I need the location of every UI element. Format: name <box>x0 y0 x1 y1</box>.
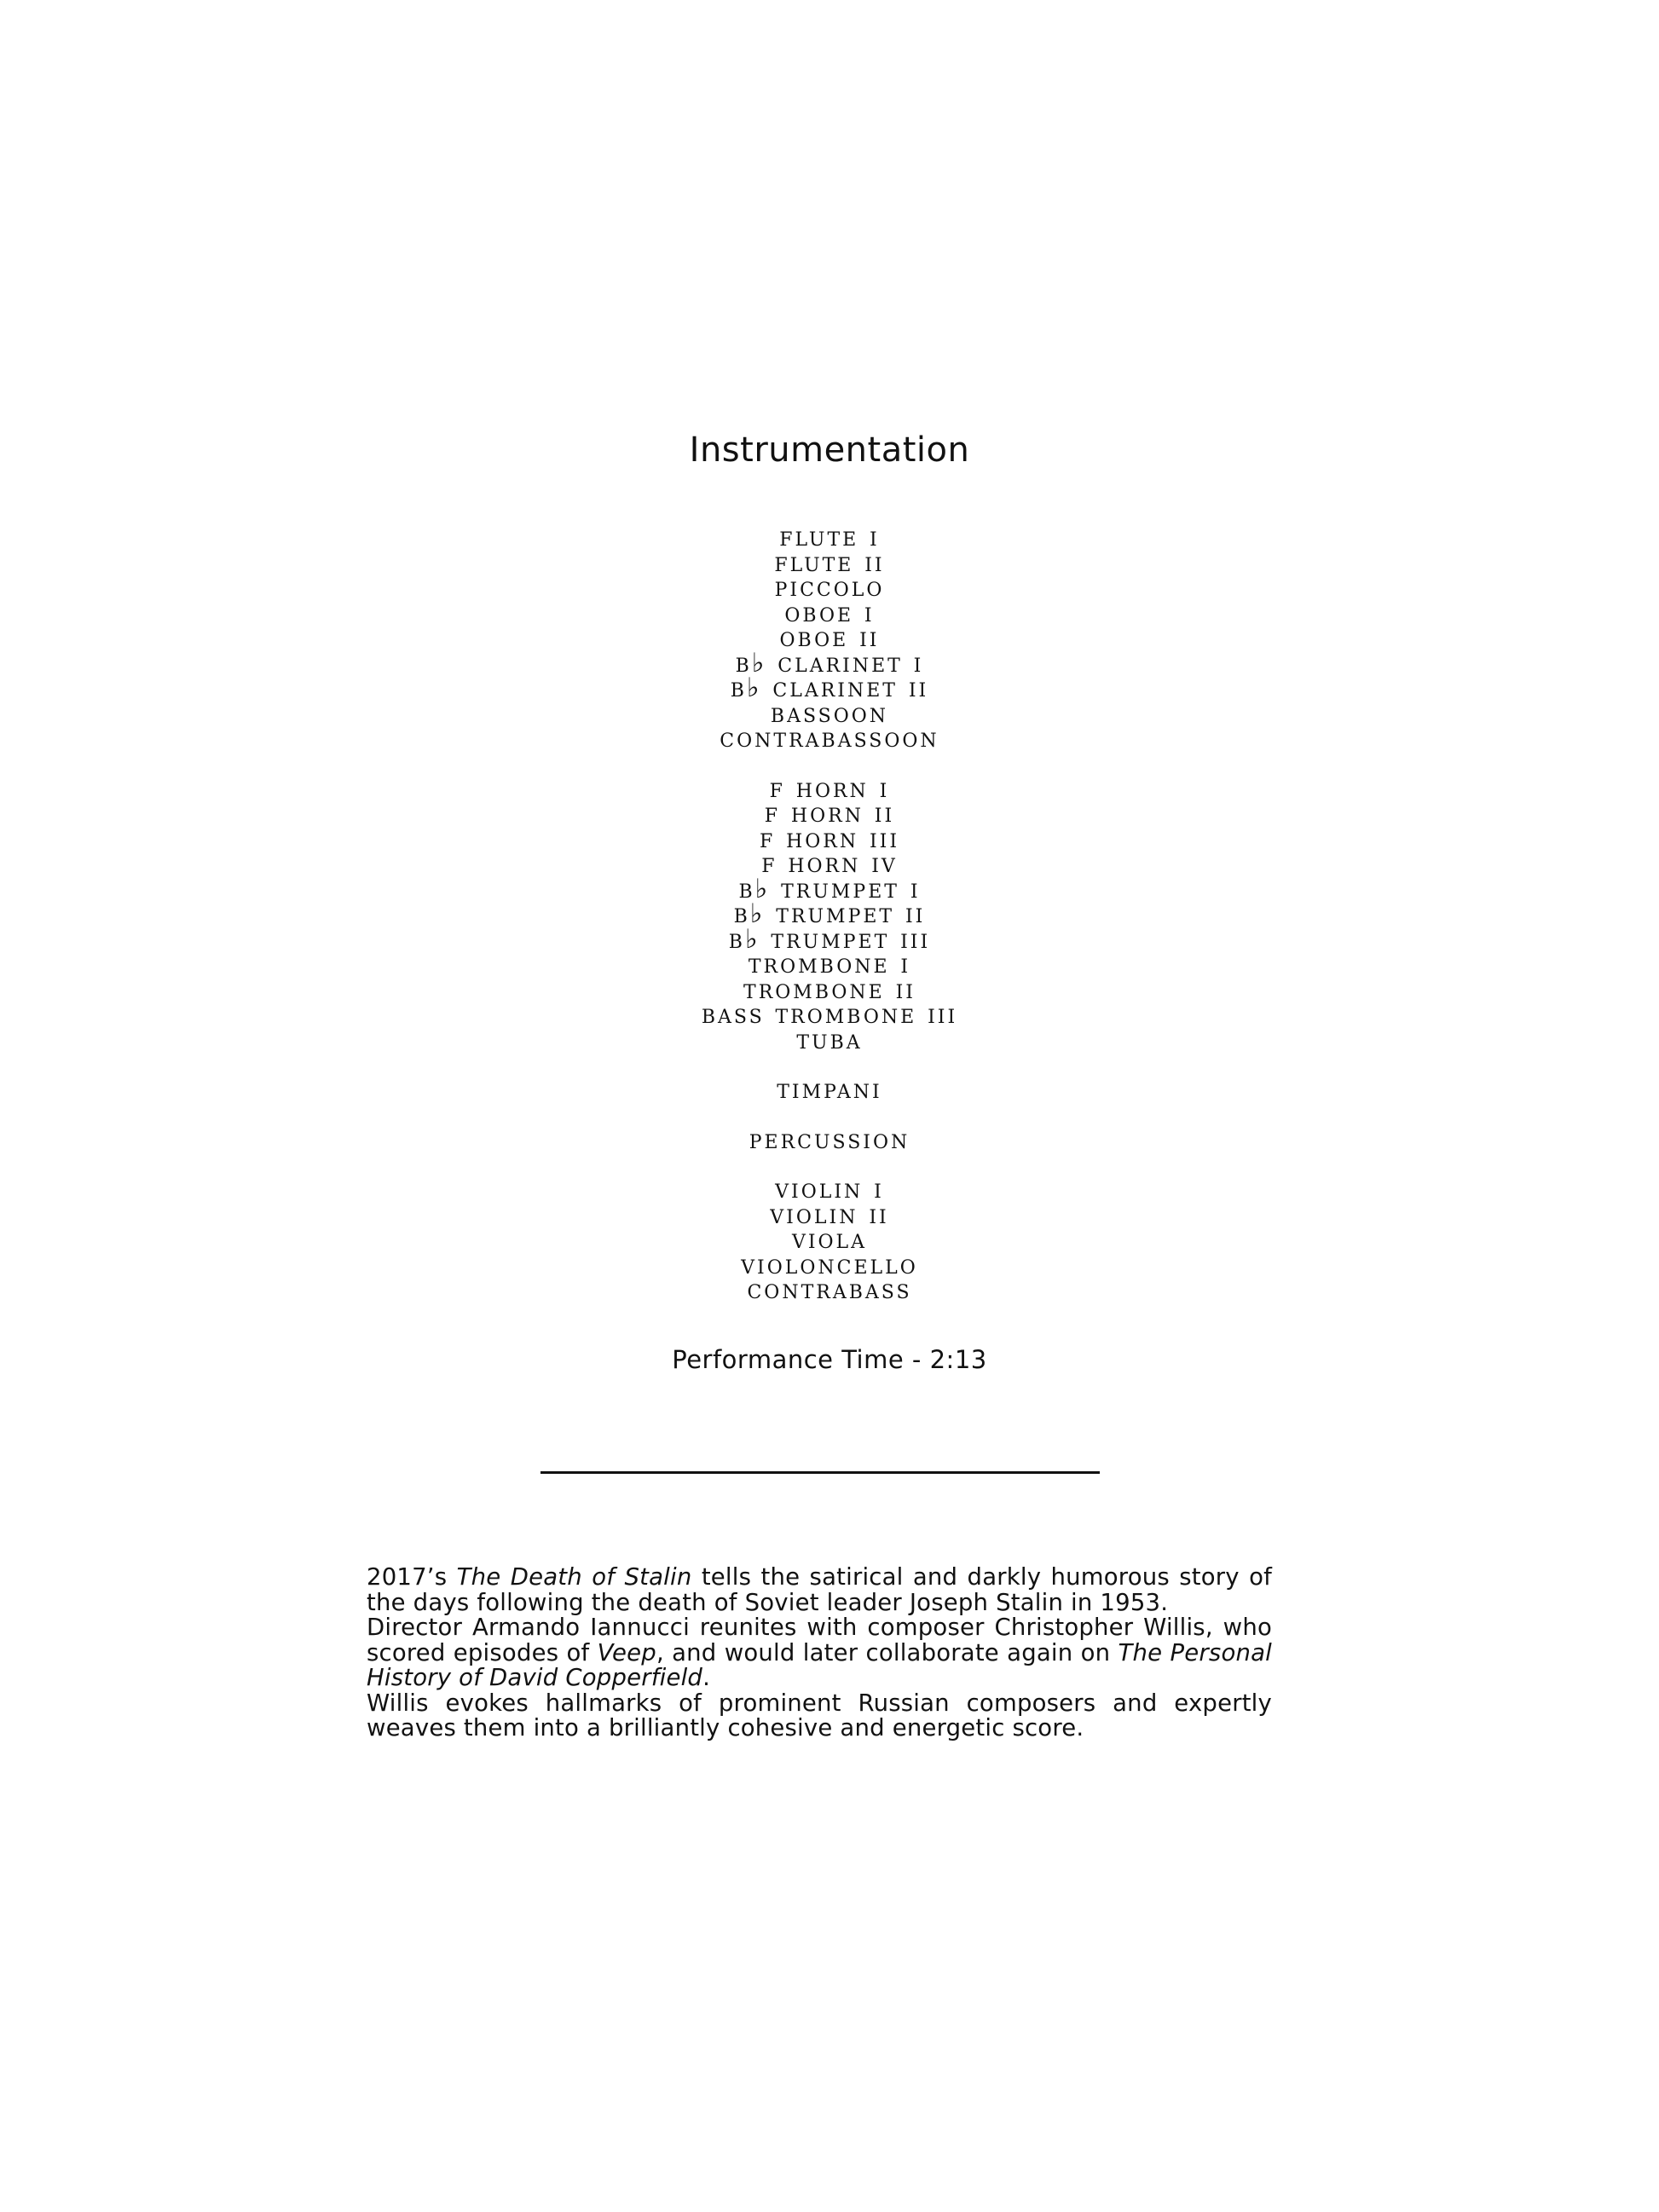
instrument-item: bassoon <box>770 697 889 729</box>
text-run: . <box>702 1664 711 1691</box>
strings-group <box>0 1174 1659 1305</box>
instrument-item: b♭ trumpet ii <box>733 898 926 929</box>
instrument-item: trombone ii <box>743 973 916 1005</box>
program-note <box>367 1565 1272 1741</box>
instrument-item: f horn i <box>769 772 890 804</box>
text-run: 2017’s <box>367 1563 457 1591</box>
instrument-item: f horn ii <box>764 798 895 829</box>
instrument-item: bass trombone iii <box>701 999 958 1030</box>
film-title: The Death of Stalin <box>456 1563 692 1591</box>
percussion-group <box>0 1123 1659 1155</box>
instrument-item: timpani <box>777 1074 882 1105</box>
instrument-item: trombone i <box>748 949 911 979</box>
film-title: The Personal History of David Copperfield <box>367 1638 1272 1691</box>
instrument-item: violin i <box>775 1174 884 1204</box>
brass-group <box>0 772 1659 1055</box>
instrument-item: b♭ clarinet i <box>735 647 924 679</box>
show-title: Veep <box>597 1638 656 1666</box>
instrument-item: oboe ii <box>779 622 880 653</box>
divider-rule <box>540 1471 1100 1474</box>
program-note-paragraph <box>367 1565 1272 1615</box>
text-run: , and would later collaborate again on <box>656 1638 1119 1666</box>
program-note-paragraph <box>367 1615 1272 1691</box>
instrument-item: tuba <box>796 1024 863 1055</box>
text-run: Director Armando Iannucci reunites with composer Christopher Willis, who scored episodes of <box>367 1614 1272 1666</box>
instrument-item: contrabass <box>747 1274 912 1305</box>
program-note-paragraph: Willis evokes hallmarks of prominent Russian composers and expertly weaves them into a brilliantly cohesive and energetic score. <box>367 1689 1272 1741</box>
instrument-item: violin ii <box>770 1198 889 1230</box>
timpani-group <box>0 1074 1659 1105</box>
instrument-item: f horn iii <box>759 823 900 854</box>
instrument-item: oboe i <box>784 597 875 628</box>
instrument-list <box>0 522 1659 1305</box>
page-title: Instrumentation <box>689 430 970 470</box>
text-run: tells the satirical and darkly humorous story of the days following the death of Soviet leader Joseph Stalin in 1953. <box>367 1563 1272 1616</box>
instrument-item: flute i <box>779 522 880 552</box>
instrument-item: b♭ trumpet i <box>738 873 921 904</box>
instrument-item: piccolo <box>774 572 885 603</box>
instrument-item: contrabassoon <box>720 723 939 754</box>
instrument-item: b♭ clarinet ii <box>730 673 929 703</box>
instrument-item: percussion <box>749 1123 910 1155</box>
instrument-item: b♭ trumpet iii <box>728 923 931 955</box>
instrument-item: violoncello <box>741 1249 918 1280</box>
instrument-item: f horn iv <box>761 848 898 879</box>
instrument-item: flute ii <box>774 546 885 578</box>
woodwinds-group <box>0 522 1659 754</box>
performance-time: Performance Time - 2:13 <box>672 1345 987 1374</box>
instrument-item: viola <box>791 1224 868 1255</box>
